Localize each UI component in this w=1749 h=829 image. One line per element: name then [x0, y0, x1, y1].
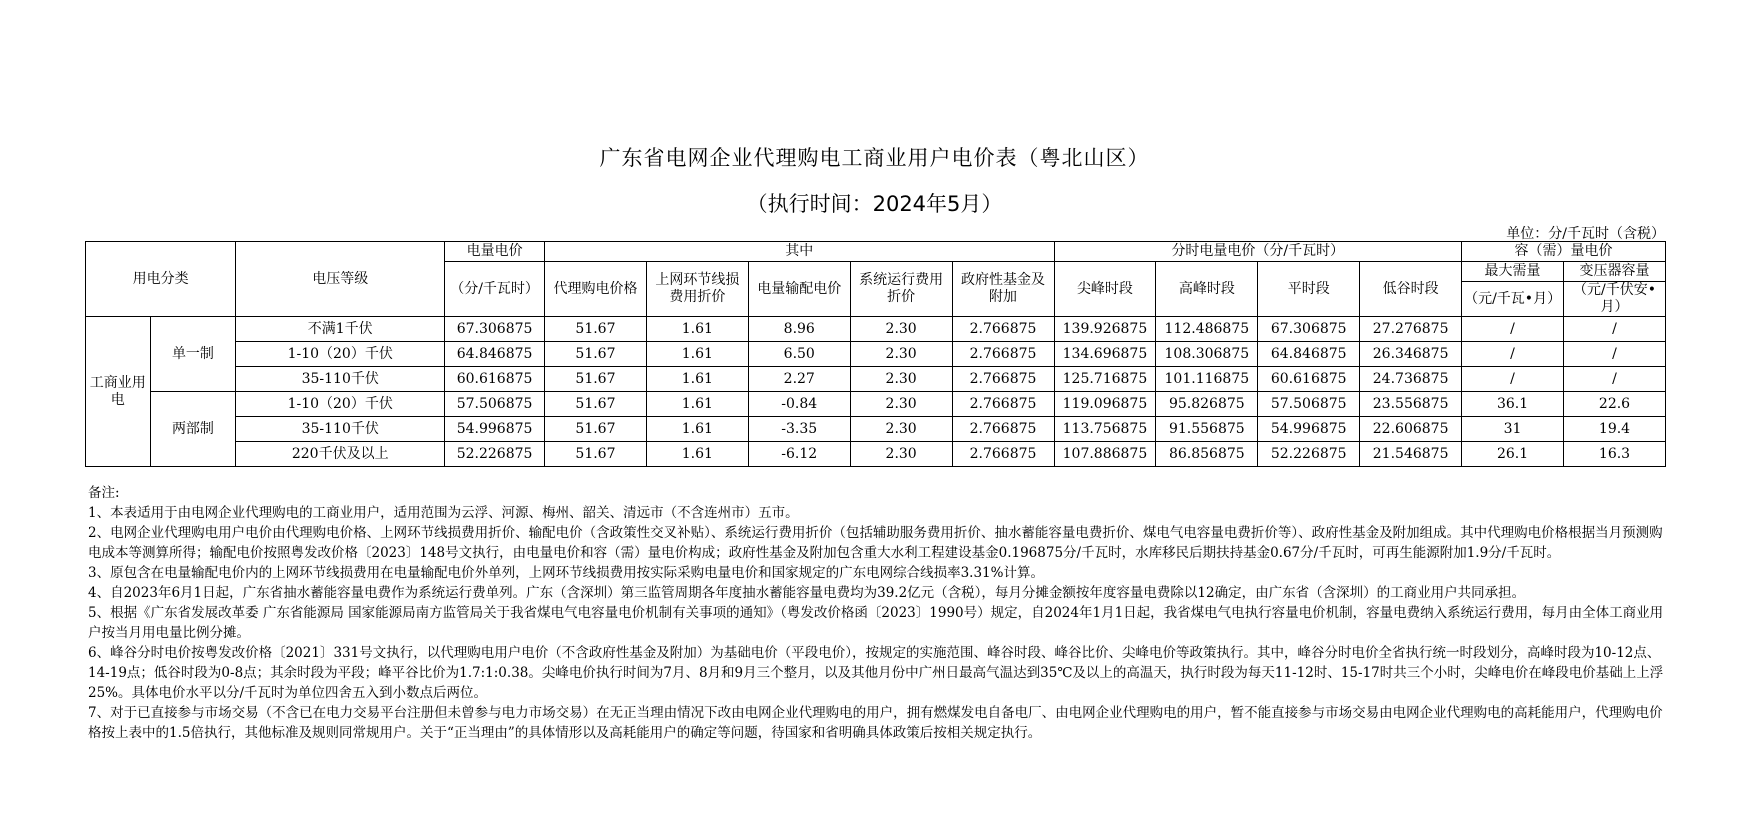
header-system: 系统运行费用折价 — [850, 262, 952, 317]
peak-cell: 86.856875 — [1156, 442, 1258, 467]
price-table — [85, 241, 1666, 467]
table-row — [86, 417, 1666, 442]
transformer-cell: 16.3 — [1563, 442, 1665, 467]
max-demand-cell: 31 — [1462, 417, 1564, 442]
header-voltage: 电压等级 — [236, 242, 445, 317]
peak-cell: 91.556875 — [1156, 417, 1258, 442]
header-transformer: 变压器容量 — [1563, 262, 1665, 282]
valley-cell: 26.346875 — [1360, 342, 1462, 367]
proxy-price-cell: 51.67 — [545, 442, 647, 467]
header-valley: 低谷时段 — [1360, 262, 1462, 317]
note-item: 4、自2023年6月1日起，广东省抽水蓄能容量电费作为系统运行费单列。广东（含深圳）第三监管周期各年度抽水蓄能容量电费均为39.2亿元（含税），每月分摊金额按年度容量电费除以12确定，由广东省（含深圳）的工商业用户共同承担。 — [88, 585, 1526, 601]
system-cell: 2.30 — [850, 417, 952, 442]
peak-top-cell: 125.716875 — [1054, 367, 1156, 392]
peak-top-cell: 134.696875 — [1054, 342, 1156, 367]
energy-price-cell: 57.506875 — [445, 392, 545, 417]
voltage-cell: 35-110千伏 — [236, 417, 445, 442]
loss-cell: 1.61 — [646, 417, 748, 442]
flat-cell: 52.226875 — [1258, 442, 1360, 467]
energy-price-cell: 52.226875 — [445, 442, 545, 467]
peak-top-cell: 107.886875 — [1054, 442, 1156, 467]
gov-fund-cell: 2.766875 — [952, 392, 1054, 417]
energy-price-cell: 67.306875 — [445, 317, 545, 342]
flat-cell: 54.996875 — [1258, 417, 1360, 442]
single-system-cell: 单一制 — [150, 317, 236, 392]
valley-cell: 22.606875 — [1360, 417, 1462, 442]
peak-top-cell: 139.926875 — [1054, 317, 1156, 342]
transformer-cell: 19.4 — [1563, 417, 1665, 442]
transformer-cell: / — [1563, 367, 1665, 392]
transmission-cell: 8.96 — [748, 317, 850, 342]
transmission-cell: 6.50 — [748, 342, 850, 367]
energy-price-cell: 60.616875 — [445, 367, 545, 392]
energy-price-cell: 54.996875 — [445, 417, 545, 442]
document-title: 广东省电网企业代理购电工商业用户电价表（粤北山区） — [599, 146, 1150, 170]
note-item: 1、本表适用于由电网企业代理购电的工商业用户，适用范围为云浮、河源、梅州、韶关、清远市（不含连州市）五市。 — [88, 505, 799, 521]
system-cell: 2.30 — [850, 442, 952, 467]
voltage-cell: 1-10（20）千伏 — [236, 342, 445, 367]
valley-cell: 24.736875 — [1360, 367, 1462, 392]
max-demand-cell: 36.1 — [1462, 392, 1564, 417]
two-part-system-cell: 两部制 — [150, 392, 236, 467]
system-cell: 2.30 — [850, 392, 952, 417]
header-flat: 平时段 — [1258, 262, 1360, 317]
note-item: 6、峰谷分时电价按粤发改价格〔2021〕331号文执行，以代理购电用户电价（不含政府性基金及附加）为基础电价（平段电价），按规定的实施范围、峰谷时段、峰谷比价、尖峰电价等政策执行。其中，峰谷分时电价全省执行统一时段划分，高峰时段为10-12点、14-19点；低谷时段为0-8点；其余时段为平段；峰平谷比价为1.7:1:0.38。尖峰电价执行时间为7月、8月和9月三个整月，以及其他月份中广州日最高气温达到35℃及以上的高温天，执行时段为每天11-12时、15-17时共三个小时，尖峰电价在峰段电价基础上上浮25%。具体电价水平以分/千瓦时为单位四舍五入到小数点后两位。 — [88, 645, 1664, 701]
note-item: 5、根据《广东省发展改革委 广东省能源局 国家能源局南方监管局关于我省煤电气电容量电价机制有关事项的通知》（粤发改价格函〔2023〕1990号）规定，自2024年1月1日起，我省煤电气电执行容量电价机制，容量电费纳入系统运行费用，每月由全体工商业用户按当月用电量比例分摊。 — [88, 605, 1664, 641]
system-cell: 2.30 — [850, 367, 952, 392]
header-peak: 高峰时段 — [1156, 262, 1258, 317]
peak-cell: 101.116875 — [1156, 367, 1258, 392]
voltage-cell: 35-110千伏 — [236, 367, 445, 392]
valley-cell: 27.276875 — [1360, 317, 1462, 342]
header-energy-price-unit: （分/千瓦时） — [445, 262, 545, 317]
loss-cell: 1.61 — [646, 392, 748, 417]
header-transformer-unit: （元/千伏安•月） — [1563, 282, 1665, 317]
table-row — [86, 367, 1666, 392]
table-row — [86, 342, 1666, 367]
flat-cell: 67.306875 — [1258, 317, 1360, 342]
voltage-cell: 1-10（20）千伏 — [236, 392, 445, 417]
table-row — [86, 442, 1666, 467]
proxy-price-cell: 51.67 — [545, 342, 647, 367]
transformer-cell: / — [1563, 317, 1665, 342]
transmission-cell: 2.27 — [748, 367, 850, 392]
gov-fund-cell: 2.766875 — [952, 367, 1054, 392]
gov-fund-cell: 2.766875 — [952, 417, 1054, 442]
transmission-cell: -0.84 — [748, 392, 850, 417]
transmission-cell: -6.12 — [748, 442, 850, 467]
transmission-cell: -3.35 — [748, 417, 850, 442]
peak-cell: 95.826875 — [1156, 392, 1258, 417]
flat-cell: 57.506875 — [1258, 392, 1360, 417]
header-peak-top: 尖峰时段 — [1054, 262, 1156, 317]
flat-cell: 64.846875 — [1258, 342, 1360, 367]
system-cell: 2.30 — [850, 342, 952, 367]
header-tou: 分时电量电价（分/千瓦时） — [1054, 242, 1462, 262]
max-demand-cell: / — [1462, 367, 1564, 392]
energy-price-cell: 64.846875 — [445, 342, 545, 367]
flat-cell: 60.616875 — [1258, 367, 1360, 392]
loss-cell: 1.61 — [646, 317, 748, 342]
header-category: 用电分类 — [86, 242, 236, 317]
voltage-cell: 不满1千伏 — [236, 317, 445, 342]
loss-cell: 1.61 — [646, 442, 748, 467]
peak-top-cell: 119.096875 — [1054, 392, 1156, 417]
header-max-demand-unit: （元/千瓦•月） — [1462, 282, 1564, 317]
valley-cell: 23.556875 — [1360, 392, 1462, 417]
note-item: 2、电网企业代理购电用户电价由代理购电价格、上网环节线损费用折价、输配电价（含政策性交叉补贴）、系统运行费用折价（包括辅助服务费用折价、抽水蓄能容量电费折价、煤电气电容量电费折价等）、政府性基金及附加组成。其中代理购电价格根据当月预测购电成本等测算所得；输配电价按照粤发改价格〔2023〕148号文执行，由电量电价和容（需）量电价构成；政府性基金及附加包含重大水利工程建设基金0.196875分/千瓦时，水库移民后期扶持基金0.67分/千瓦时，可再生能源附加1.9分/千瓦时。 — [88, 525, 1663, 561]
max-demand-cell: / — [1462, 342, 1564, 367]
unit-label: 单位：分/千瓦时（含税） — [1506, 226, 1665, 242]
system-cell: 2.30 — [850, 317, 952, 342]
gov-fund-cell: 2.766875 — [952, 317, 1054, 342]
valley-cell: 21.546875 — [1360, 442, 1462, 467]
notes-title: 备注: — [88, 485, 120, 501]
header-among: 其中 — [545, 242, 1054, 262]
loss-cell: 1.61 — [646, 342, 748, 367]
peak-cell: 108.306875 — [1156, 342, 1258, 367]
category-cell: 工商业用电 — [86, 317, 151, 467]
proxy-price-cell: 51.67 — [545, 417, 647, 442]
header-energy-price: 电量电价 — [445, 242, 545, 262]
header-loss: 上网环节线损费用折价 — [646, 262, 748, 317]
loss-cell: 1.61 — [646, 367, 748, 392]
transformer-cell: 22.6 — [1563, 392, 1665, 417]
max-demand-cell: 26.1 — [1462, 442, 1564, 467]
table-row — [86, 392, 1666, 417]
peak-top-cell: 113.756875 — [1054, 417, 1156, 442]
peak-cell: 112.486875 — [1156, 317, 1258, 342]
header-proxy-price: 代理购电价格 — [545, 262, 647, 317]
header-transmission: 电量输配电价 — [748, 262, 850, 317]
gov-fund-cell: 2.766875 — [952, 342, 1054, 367]
header-capacity: 容（需）量电价 — [1462, 242, 1666, 262]
proxy-price-cell: 51.67 — [545, 367, 647, 392]
gov-fund-cell: 2.766875 — [952, 442, 1054, 467]
notes-section — [88, 483, 1666, 743]
note-item: 7、对于已直接参与市场交易（不含已在电力交易平台注册但未曾参与电力市场交易）在无正当理由情况下改由电网企业代理购电的用户，拥有燃煤发电自备电厂、由电网企业代理购电的用户，暂不能直接参与市场交易由电网企业代理购电的高耗能用户，代理购电价格按上表中的1.5倍执行，其他标准及规则同常规用户。关于“正当理由”的具体情形以及高耗能用户的确定等问题，待国家和省明确具体政策后按相关规定执行。 — [88, 705, 1663, 741]
max-demand-cell: / — [1462, 317, 1564, 342]
transformer-cell: / — [1563, 342, 1665, 367]
table-row — [86, 317, 1666, 342]
voltage-cell: 220千伏及以上 — [236, 442, 445, 467]
note-item: 3、原包含在电量输配电价内的上网环节线损费用在电量输配电价外单列，上网环节线损费用按实际采购电量电价和国家规定的广东电网综合线损率3.31%计算。 — [88, 565, 1044, 581]
document-subtitle: （执行时间：2024年5月） — [746, 192, 1003, 216]
proxy-price-cell: 51.67 — [545, 392, 647, 417]
header-gov-fund: 政府性基金及附加 — [952, 262, 1054, 317]
proxy-price-cell: 51.67 — [545, 317, 647, 342]
header-max-demand: 最大需量 — [1462, 262, 1564, 282]
